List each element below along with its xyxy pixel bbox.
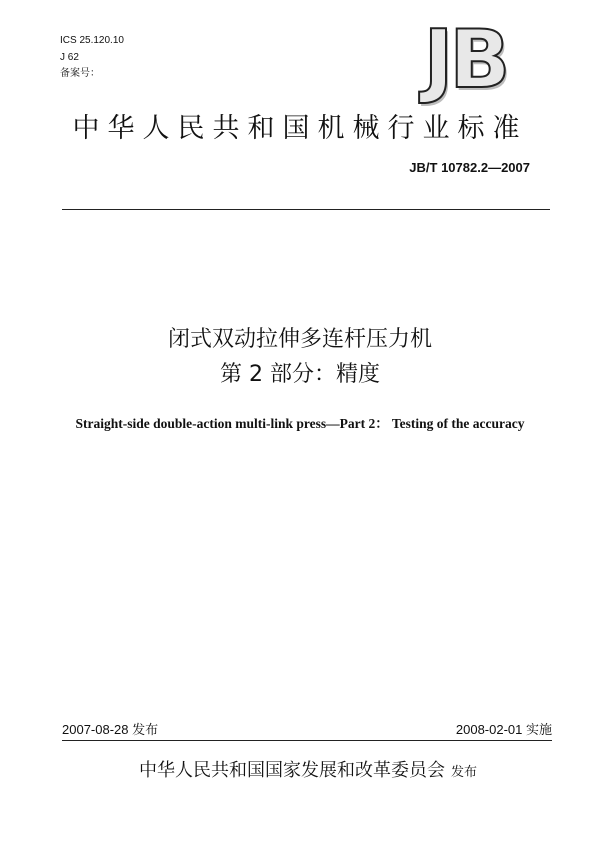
title-english: Straight-side double-action multi-link press—Part 2： Testing of the accuracy — [75, 416, 525, 431]
jb-logo-text: JB — [423, 13, 507, 106]
issuing-authority — [58, 759, 558, 785]
title-chinese-part: 第 2 部分：精度 — [220, 362, 380, 387]
standard-number: JB/T 10782.2—2007 — [409, 160, 530, 175]
standard-type-title: 中华人民共和国机械行业标准 — [72, 113, 528, 144]
implementation-date: 2008-02-01 实施 — [455, 722, 552, 737]
title-chinese-main: 闭式双动拉伸多连杆压力机 — [167, 327, 432, 352]
issue-date: 2007-08-28 发布 — [62, 722, 159, 737]
jb-logo — [405, 13, 525, 106]
ics-code: ICS 25.120.10 — [60, 35, 124, 46]
footer-divider — [62, 740, 552, 741]
record-number-label: 备案号： — [60, 68, 100, 79]
issuer-suffix: 发布 — [450, 765, 477, 780]
header-divider — [62, 209, 550, 210]
issuer-name: 中华人民共和国国家发展和改革委员会 — [138, 760, 445, 781]
ccs-code: J 62 — [60, 52, 79, 63]
